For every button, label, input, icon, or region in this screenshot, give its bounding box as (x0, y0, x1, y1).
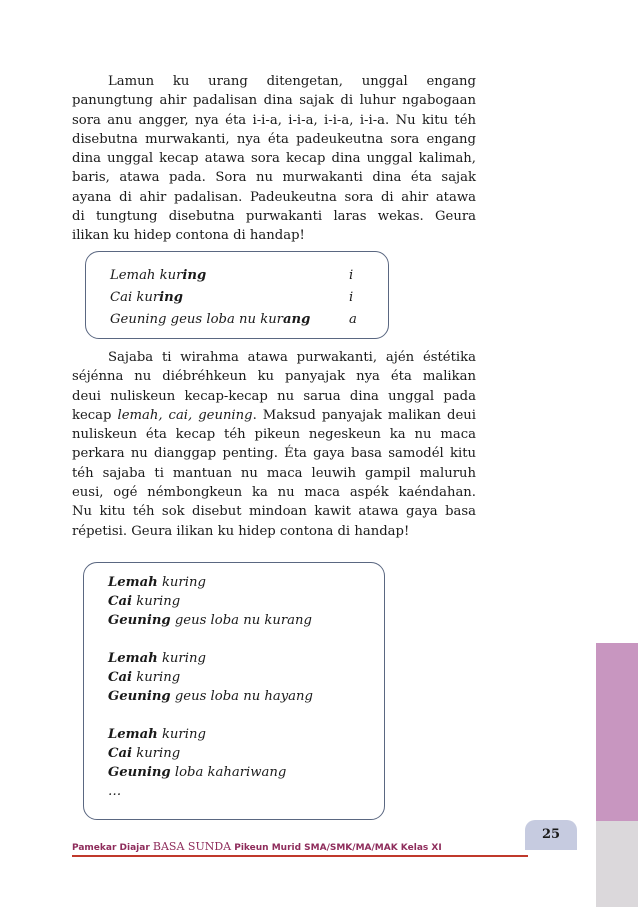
text-line: Lamun ku urang ditengetan, unggal engang (108, 74, 476, 89)
side-decoration-pink (596, 643, 638, 821)
vowel-label: a (349, 312, 357, 327)
poem-line: Geuning geus loba nu hayang (108, 689, 313, 704)
poem-line: Cai kuring (108, 594, 181, 609)
text-line: Sajaba ti wirahma atawa purwakanti, ajén éstétika (108, 350, 476, 365)
poem-line: Cai kuring (108, 670, 181, 685)
vowel-label: i (349, 290, 354, 305)
poem-line: Cai kuring (108, 746, 181, 761)
example-box-rhyme (85, 251, 389, 339)
text-line: disebutna murwakanti, nya éta padeukeutna sora engang (72, 131, 476, 147)
poem-line: Geuning loba kahariwang (108, 765, 287, 780)
text-line: eusi, ogé némbongkeun ka nu maca aspék kaéndahan. (72, 485, 476, 501)
poem-line: Lemah kuring (108, 727, 206, 742)
text-line: deui nuliskeun kecap-kecap nu sarua dina unggal pada (72, 388, 476, 404)
example-line: Geuning geus loba nu kurang (110, 312, 311, 327)
text-line: ayana di ahir padalisan. Padeukeutna sora di ahir atawa (72, 189, 476, 205)
text-line: répetisi. Geura ilikan ku hidep contona di handap! (72, 523, 410, 539)
poem-line: Lemah kuring (108, 651, 206, 666)
example-line: Cai kuring (110, 290, 183, 305)
paragraph-repetisi (72, 348, 476, 541)
text-line: Nu kitu téh sok disebut mindoan kawit atawa gaya basa (72, 504, 476, 520)
text-line: perkara nu dianggap penting. Éta gaya basa samodél kitu (72, 446, 476, 462)
text-line: téh sajaba ti mantuan nu maca leuwih gampil maluruh (72, 465, 476, 481)
vowel-label: i (349, 268, 354, 283)
paragraph-murwakanti (72, 72, 476, 246)
text-line: séjénna nu diébréhkeun ku panyajak nya éta malikan (72, 369, 476, 385)
example-line: Lemah kuring (110, 268, 207, 283)
text-line: sora anu angger, nya éta i-i-a, i-i-a, i-i-a, i-i-a. Nu kitu téh (72, 112, 476, 128)
text-line: di tungtung disebutna purwakanti laras wekas. Geura (72, 209, 476, 225)
text-line: baris, atawa pada. Sora nu murwakanti dina éta sajak (72, 170, 476, 186)
text-line: kecap lemah, cai, geuning. Maksud panyajak malikan deui (72, 407, 476, 423)
text-line: dina unggal kecap atawa sora kecap dina unggal kalimah, (72, 151, 476, 167)
text-line: panungtung ahir padalisan dina sajak di luhur ngabogaan (72, 93, 476, 109)
page-number: 25 (525, 820, 577, 850)
poem-line: Geuning geus loba nu kurang (108, 613, 312, 628)
text-line: nuliskeun éta kecap téh pikeun negeskeun ka nu maca (72, 427, 476, 443)
text-line: ilikan ku hidep contona di handap! (72, 228, 305, 244)
side-decoration-gray (596, 821, 638, 907)
poem-line: Lemah kuring (108, 575, 206, 590)
example-box-repetition (83, 562, 385, 820)
footer-rule (72, 855, 528, 857)
poem-ellipsis: … (108, 784, 122, 799)
footer-book-title: Pamekar Diajar BASA SUNDA Pikeun Murid SMA/SMK/MA/MAK Kelas XI (72, 840, 442, 853)
